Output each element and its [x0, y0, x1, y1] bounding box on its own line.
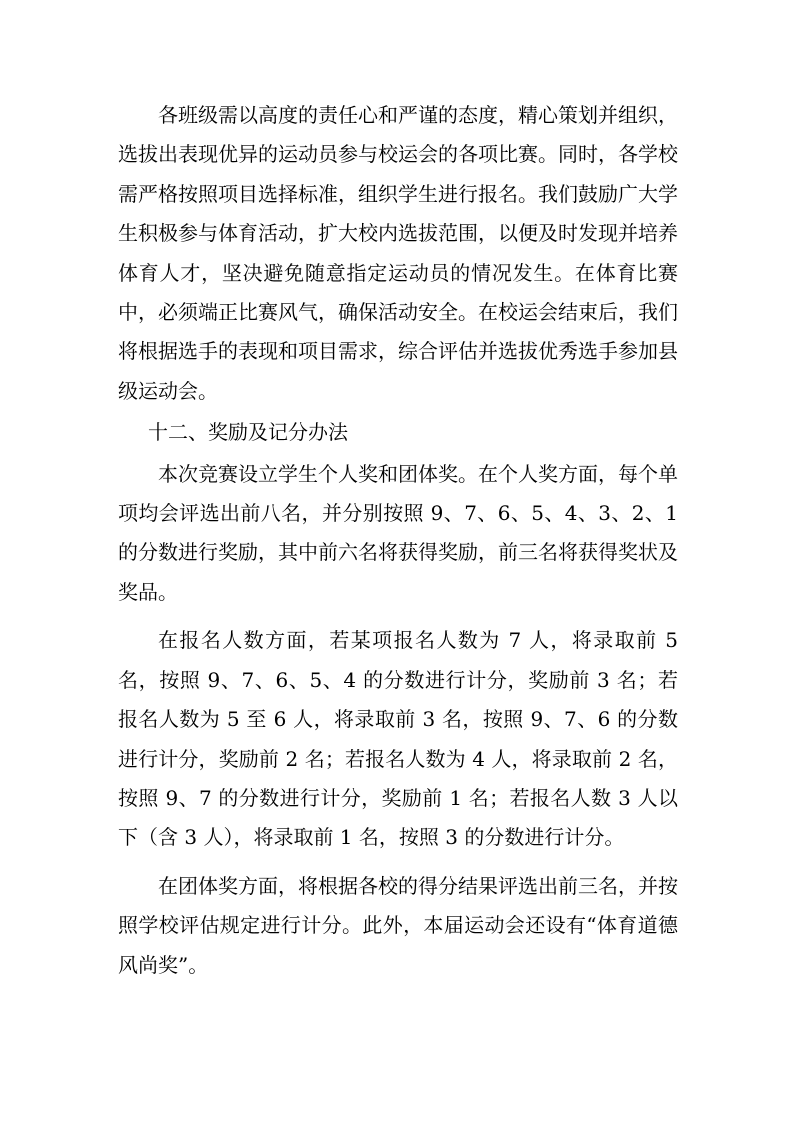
paragraph-team-awards: 在团体奖方面，将根据各校的得分结果评选出前三名，并按照学校评估规定进行计分。此外，本届运动会还设有“体育道德风尚奖”。 — [118, 873, 678, 977]
paragraph-registration-scoring: 在报名人数方面，若某项报名人数为 7 人，将录取前 5 名，按照 9、7、6、5、4 的分数进行计分，奖励前 3 名；若报名人数为 5 至 6 人，将录取前 3 名，按照 9、7、6 的分数进行计分，奖励前 2 名；若报名人数为 4 人，将录取前 2 名，按照 9、7 的分数进行计分，奖励前 1 名；若报名人数 3 人以下（含 3 人），将录取前 1 名，按照 3 的分数进行计分。 — [118, 628, 678, 850]
paragraph-selection-of-athletes: 各班级需以高度的责任心和严谨的态度，精心策划并组织，选拔出表现优异的运动员参与校运会的各项比赛。同时，各学校需严格按照项目选择标准，组织学生进行报名。我们鼓励广大学生积极参与体育活动，扩大校内选拔范围，以便及时发现并培养体育人才，坚决避免随意指定运动员的情况发生。在体育比赛中，必须端正比赛风气，确保活动安全。在校运会结束后，我们将根据选手的表现和项目需求，综合评估并选拔优秀选手参加县级运动会。 — [118, 103, 678, 403]
document-body — [118, 96, 678, 985]
paragraph-individual-awards: 本次竞赛设立学生个人奖和团体奖。在个人奖方面，每个单项均会评选出前八名，并分别按照 9、7、6、5、4、3、2、1 的分数进行奖励，其中前六名将获得奖励，前三名将获得奖状及奖品。 — [118, 461, 678, 604]
section-heading-awards-and-scoring: 十二、奖励及记分办法 — [148, 420, 348, 445]
